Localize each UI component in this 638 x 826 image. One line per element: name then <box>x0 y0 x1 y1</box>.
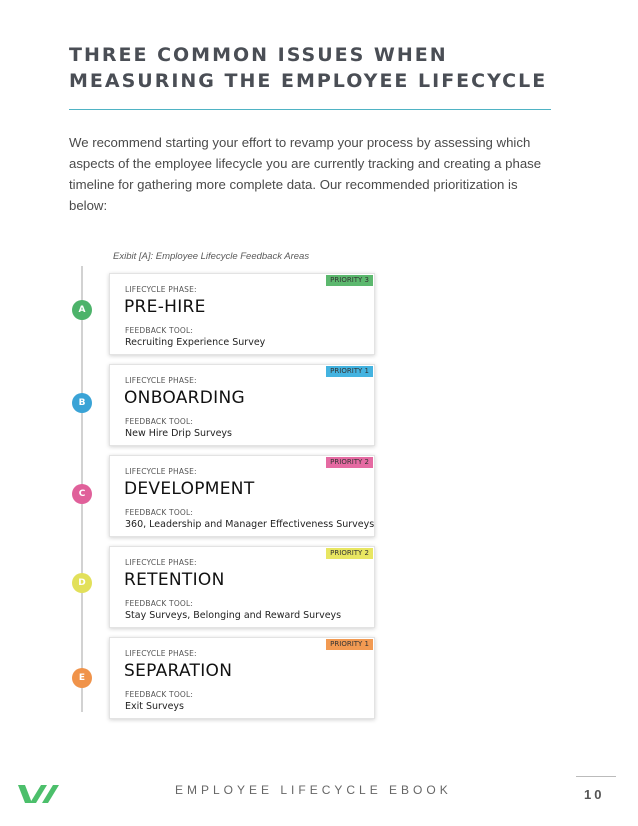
phase-card-separation <box>109 637 375 719</box>
phase-name: SEPARATION <box>124 661 233 681</box>
intro-paragraph: We recommend starting your effort to revamp your process by assessing which aspects of the employee lifecycle you are currently tracking and creating a phase timeline for gathering more complete data. Our recommended prioritization is below: <box>69 135 542 213</box>
priority-badge: PRIORITY 2 <box>326 457 373 468</box>
phase-marker-b: B <box>72 393 92 413</box>
phase-label: LIFECYCLE PHASE: <box>125 376 197 385</box>
phase-marker-c: C <box>72 484 92 504</box>
feedback-tool: New Hire Drip Surveys <box>125 428 232 439</box>
priority-badge: PRIORITY 1 <box>326 639 373 650</box>
tool-label: FEEDBACK TOOL: <box>125 599 194 608</box>
brand-logo-icon <box>18 784 60 804</box>
phase-name: RETENTION <box>124 570 225 590</box>
phase-card-retention <box>109 546 375 628</box>
priority-badge: PRIORITY 2 <box>326 548 373 559</box>
feedback-tool: Stay Surveys, Belonging and Reward Surveys <box>125 610 342 621</box>
tool-label: FEEDBACK TOOL: <box>125 417 194 426</box>
title-divider <box>69 109 551 110</box>
page-number-divider <box>576 776 616 777</box>
phase-name: PRE-HIRE <box>124 297 206 317</box>
phase-label: LIFECYCLE PHASE: <box>125 285 197 294</box>
priority-badge: PRIORITY 1 <box>326 366 373 377</box>
phase-card-onboarding <box>109 364 375 446</box>
phase-label: LIFECYCLE PHASE: <box>125 649 197 658</box>
footer-title: EMPLOYEE LIFECYCLE EBOOK <box>175 783 452 797</box>
exhibit-caption: Exibit [A]: Employee Lifecycle Feedback Areas <box>113 251 310 262</box>
phase-card-pre-hire <box>109 273 375 355</box>
feedback-tool: Recruiting Experience Survey <box>125 337 266 348</box>
priority-badge: PRIORITY 3 <box>326 275 373 286</box>
phase-label: LIFECYCLE PHASE: <box>125 558 197 567</box>
phase-marker-e: E <box>72 668 92 688</box>
page-number: 10 <box>584 787 605 802</box>
page-title: THREE COMMON ISSUES WHEN MEASURING THE EMPLOYEE LIFECYCLE <box>69 44 548 92</box>
phase-marker-a: A <box>72 300 92 320</box>
phase-card-development <box>109 455 375 537</box>
feedback-tool: 360, Leadership and Manager Effectiveness Surveys <box>125 519 375 530</box>
tool-label: FEEDBACK TOOL: <box>125 508 194 517</box>
feedback-tool: Exit Surveys <box>125 701 185 712</box>
phase-marker-d: D <box>72 573 92 593</box>
phase-name: ONBOARDING <box>124 388 245 408</box>
tool-label: FEEDBACK TOOL: <box>125 690 194 699</box>
tool-label: FEEDBACK TOOL: <box>125 326 194 335</box>
logo-mark-left <box>18 785 32 803</box>
phase-name: DEVELOPMENT <box>124 479 255 499</box>
phase-label: LIFECYCLE PHASE: <box>125 467 197 476</box>
